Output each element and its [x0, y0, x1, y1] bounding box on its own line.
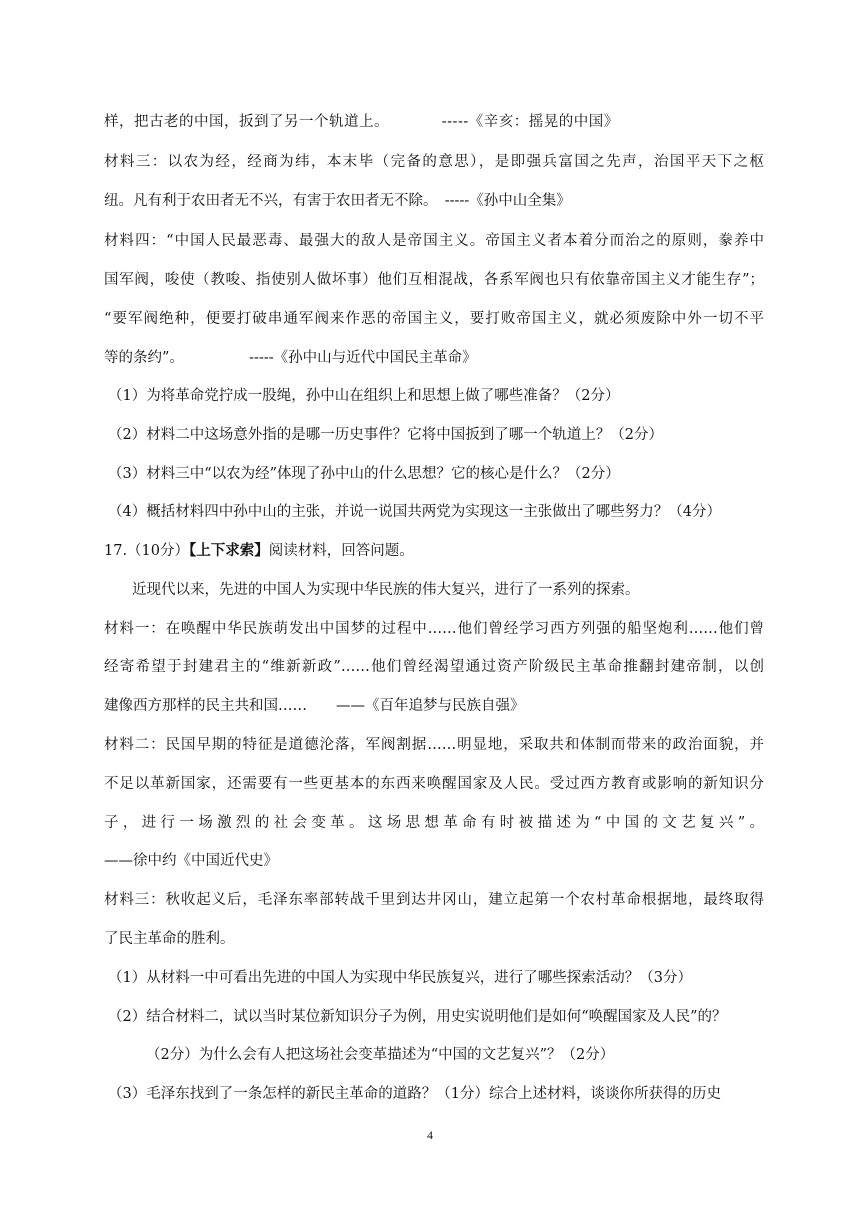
text-line: 材料三：以农为经，经商为纬，本末毕（完备的意思），是即强兵富国之先声，治国平天下之枢 — [104, 154, 764, 170]
text-line: 材料二：民国早期的特征是道德沦落，军阀割据……明显地，采取共和体制而带来的政治面貌，并 — [104, 737, 764, 753]
question-17-number: 17.（10分） — [104, 543, 190, 559]
text-line: 经寄希望于封建君主的“维新新政”……他们曾经渴望通过资产阶级民主革命推翻封建帝制，以创 — [104, 659, 764, 675]
text-line: 建像西方那样的民主共和国…… ——《百年追梦与民族自强》 — [104, 698, 525, 714]
question-17-heading — [104, 541, 764, 561]
text-line: 了民主革命的胜利。 — [104, 931, 235, 947]
question-item: （3）材料三中“以农为经”体现了孙中山的什么思想？它的核心是什么？（2分） — [108, 466, 620, 482]
question-item: （1）从材料一中可看出先进的中国人为实现中华民族复兴，进行了哪些探索活动？（3分） — [108, 970, 692, 986]
question-item: （2）结合材料二，试以当时某位新知识分子为例，用史实说明他们是如何“唤醒国家及人民”的？ — [108, 1009, 727, 1025]
text-line: “要军阀绝种，便要打破串通军阀来作恶的帝国主义，要打败帝国主义，就必须废除中外一切不平 — [104, 311, 764, 327]
question-17-tag: 【上下求索】 — [189, 542, 269, 559]
text-line: 材料四：“中国人民最恶毒、最强大的敌人是帝国主义。帝国主义者本着分而治之的原则，豢养中 — [104, 233, 764, 249]
source-citation: ——徐中约《中国近代史》 — [104, 853, 278, 869]
intro-paragraph: 近现代以来，先进的中国人为实现中华民族的伟大复兴，进行了一系列的探索。 — [132, 582, 640, 598]
text-line: 等的条约”。 -----《孙中山与近代中国民主革命》 — [104, 350, 477, 366]
question-item: （4）概括材料四中孙中山的主张，并说一说国共两党为实现这一主张做出了哪些努力？（4分） — [108, 504, 721, 520]
text-line: 子，进行一场激烈的社会变革。这场思想革命有时被描述为“中国的文艺复兴”。 — [104, 815, 764, 831]
question-17-instruction: 阅读材料，回答问题。 — [268, 543, 414, 559]
question-item: （2）材料二中这场意外指的是哪一历史事件？它将中国扳到了哪一个轨道上？（2分） — [108, 427, 663, 443]
question-item: （1）为将革命党拧成一股绳，孙中山在组织上和思想上做了哪些准备？（2分） — [108, 388, 620, 404]
text-line: 纽。凡有利于农田者无不兴，有害于农田者无不除。 -----《孙中山全集》 — [104, 193, 571, 209]
text-line: 国军阀，唆使（教唆、指使别人做坏事）他们互相混战，各系军阀也只有依靠帝国主义才能生存”； — [104, 272, 764, 288]
question-item-continued: （2分）为什么会有人把这场社会变革描述为“中国的文艺复兴”？（2分） — [146, 1047, 615, 1063]
page-number: 4 — [427, 1128, 433, 1142]
question-item: （3）毛泽东找到了一条怎样的新民主革命的道路？（1分）综合上述材料，谈谈你所获得的历史 — [108, 1086, 721, 1102]
text-line: 样，把古老的中国，扳到了另一个轨道上。 -----《辛亥：摇晃的中国》 — [104, 114, 619, 130]
text-line: 材料一：在唤醒中华民族萌发出中国梦的过程中……他们曾经学习西方列强的船坚炮利……他们曾 — [104, 621, 764, 637]
text-line: 材料三：秋收起义后，毛泽东率部转战千里到达井冈山，建立起第一个农村革命根据地，最终取得 — [104, 892, 764, 908]
text-line: 不足以革新国家，还需要有一些更基本的东西来唤醒国家及人民。受过西方教育或影响的新知识分 — [104, 776, 764, 792]
